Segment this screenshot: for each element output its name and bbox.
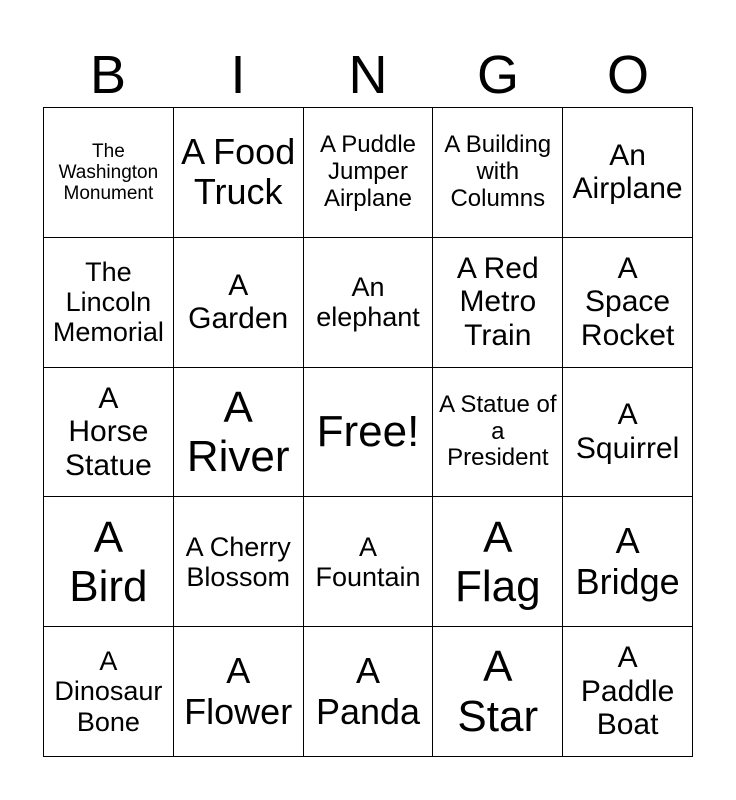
bingo-cell-text: A Dinosaur Bone	[54, 646, 163, 737]
bingo-cell-text: A Horse Statue	[65, 381, 152, 482]
bingo-cell-r2c1[interactable]	[44, 238, 174, 368]
bingo-cell-r2c3[interactable]	[304, 238, 434, 368]
bingo-cell-r5c4[interactable]	[433, 627, 563, 757]
bingo-cell-text: A Fountain	[315, 531, 421, 592]
bingo-cell-text: An Airplane	[572, 138, 683, 206]
bingo-cell-text: A Panda	[315, 650, 421, 732]
bingo-cell-r3c2[interactable]	[174, 368, 304, 498]
bingo-cell-r3c3[interactable]	[304, 368, 434, 498]
bingo-cell-r1c3[interactable]	[304, 108, 434, 238]
free-space: Free!	[316, 407, 420, 457]
bingo-cell-r4c3[interactable]	[304, 497, 434, 627]
bingo-cell-text: A Red Metro Train	[456, 251, 539, 352]
bingo-cell-r4c1[interactable]	[44, 497, 174, 627]
bingo-cell-text: A Cherry Blossom	[185, 531, 291, 592]
bingo-cell-r5c1[interactable]	[44, 627, 174, 757]
bingo-cell-r1c5[interactable]	[563, 108, 693, 238]
bingo-cell-r4c5[interactable]	[563, 497, 693, 627]
bingo-cell-text: The Lincoln Memorial	[52, 256, 164, 348]
bingo-cell-r3c1[interactable]	[44, 368, 174, 498]
bingo-cell-text: A Garden	[188, 268, 289, 336]
bingo-cell-text: A Building with Columns	[444, 131, 552, 212]
bingo-cell-text: A Squirrel	[575, 398, 680, 465]
bingo-cell-r1c1[interactable]	[44, 108, 174, 238]
bingo-cell-text: A Statue of a President	[439, 390, 557, 472]
bingo-cell-text: A River	[186, 382, 290, 481]
bingo-cell-text: A Flower	[184, 650, 293, 732]
bingo-cell-r4c4[interactable]	[433, 497, 563, 627]
header-letter-b: B	[89, 45, 127, 105]
bingo-cell-text: A Paddle Boat	[580, 641, 675, 742]
bingo-cell-r1c2[interactable]	[174, 108, 304, 238]
bingo-cell-text: A Flag	[454, 512, 541, 611]
bingo-header	[43, 44, 693, 106]
bingo-cell-r3c5[interactable]	[563, 368, 693, 498]
bingo-cell-r3c4[interactable]	[433, 368, 563, 498]
header-letter-n: N	[348, 45, 388, 105]
bingo-cell-text: A Food Truck	[181, 131, 296, 213]
bingo-cell-text: A Star	[457, 642, 539, 741]
bingo-cell-r1c4[interactable]	[433, 108, 563, 238]
bingo-cell-text: An elephant	[316, 271, 420, 333]
bingo-cell-text: A Bird	[69, 512, 148, 611]
bingo-cell-r4c2[interactable]	[174, 497, 304, 627]
bingo-cell-r2c5[interactable]	[563, 238, 693, 368]
bingo-cell-r2c2[interactable]	[174, 238, 304, 368]
bingo-cell-r5c5[interactable]	[563, 627, 693, 757]
bingo-cell-text: A Puddle Jumper Airplane	[319, 131, 417, 212]
bingo-cell-r2c4[interactable]	[433, 238, 563, 368]
bingo-cell-r5c3[interactable]	[304, 627, 434, 757]
bingo-card-grid	[43, 107, 693, 757]
header-letter-o: O	[606, 45, 649, 105]
bingo-cell-r5c2[interactable]	[174, 627, 304, 757]
bingo-cell-text: A Space Rocket	[580, 251, 675, 352]
header-letter-g: G	[476, 45, 519, 105]
header-letter-i: I	[230, 45, 246, 105]
bingo-cell-text: The Washington Monument	[58, 140, 159, 205]
bingo-cell-text: A Bridge	[575, 520, 680, 602]
